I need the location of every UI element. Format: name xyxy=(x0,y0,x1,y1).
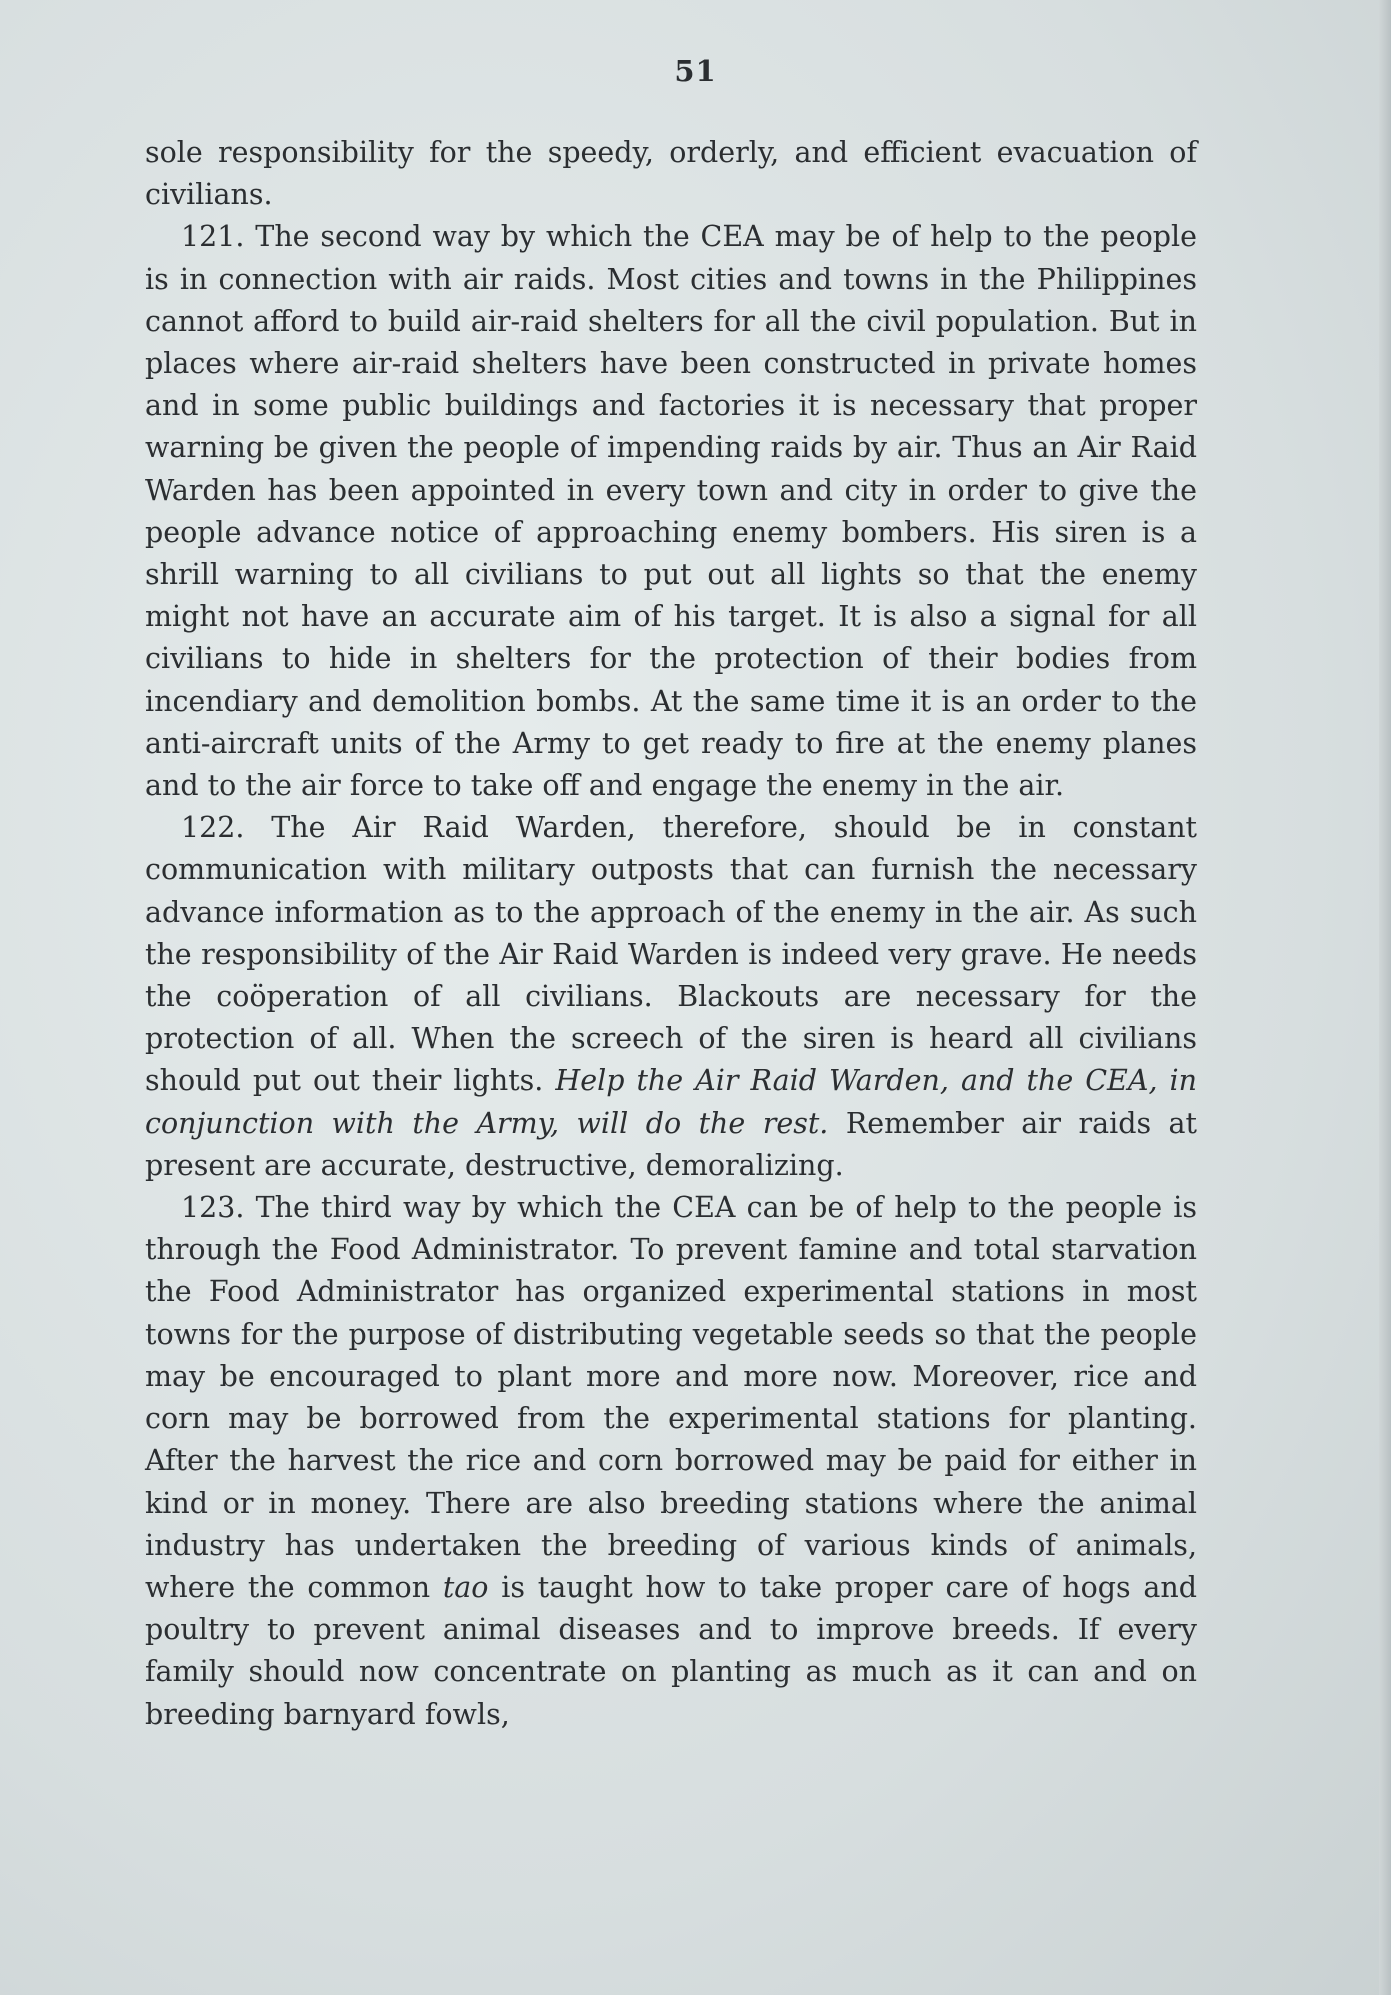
paragraph-122-text-after: Remember air raids at present are accurate, destructive, demoralizing. xyxy=(145,1106,1197,1182)
paragraph-122-text-before: 122. The Air Raid Warden, therefore, should be in constant communication with military outposts that can furnish the necessary advance information as to the approach of the enemy in the air. As such the responsibility of the Air Raid Warden is indeed very grave. He needs the coöperation of all civilians. Blackouts are necessary for the protection of all. When the screech of the siren is heard all civilians should put out their lights. xyxy=(145,811,1197,1098)
page-edge xyxy=(1379,0,1391,1995)
paragraph-123 xyxy=(145,1187,1197,1736)
page-number: 51 xyxy=(674,54,717,88)
paragraph-121: 121. The second way by which the CEA may be of help to the people is in connection with air raids. Most cities and towns in the Philippines cannot afford to build air-raid shelters for all the civil population. But in places where air-raid shelters have been constructed in private homes and in some public buildings and factories it is necessary that proper warning be given the people of impending raids by air. Thus an Air Raid Warden has been appointed in every town and city in order to give the people advance notice of approaching enemy bombers. His siren is a shrill warning to all civilians to put out all lights so that the enemy might not have an accurate aim of his target. It is also a signal for all civilians to hide in shelters for the protection of their bodies from incendiary and demolition bombs. At the same time it is an order to the anti-aircraft units of the Army to get ready to fire at the enemy planes and to the air force to take off and engage the enemy in the air. xyxy=(145,220,1197,803)
paragraph-123-text-after: is taught how to take proper care of hogs and poultry to prevent animal diseases and to improve breeds. If every family should now concentrate on planting as much as it can and on breeding barnyard fowls, xyxy=(145,1570,1197,1731)
paragraph-123-italic: tao xyxy=(442,1570,489,1604)
paragraph-122 xyxy=(145,807,1197,1187)
body-text xyxy=(145,132,1197,1736)
paragraph-123-text-before: 123. The third way by which the CEA can be of help to the people is through the Food Administrator. To prevent famine and total starvation the Food Administrator has organized experimental stations in most towns for the purpose of distributing vegetable seeds so that the people may be encouraged to plant more and more now. Moreover, rice and corn may be borrowed from the experimental stations for planting. After the harvest the rice and corn borrowed may be paid for either in kind or in money. There are also breeding stations where the animal industry has undertaken the breeding of various kinds of animals, where the common xyxy=(145,1191,1197,1604)
paragraph-continuation: sole responsibility for the speedy, orderly, and efficient evacuation of civilians. xyxy=(145,136,1197,212)
paragraph-122-italic: Help the Air Raid Warden, and the CEA, in conjunction with the Army, will do the rest. xyxy=(145,1064,1197,1140)
